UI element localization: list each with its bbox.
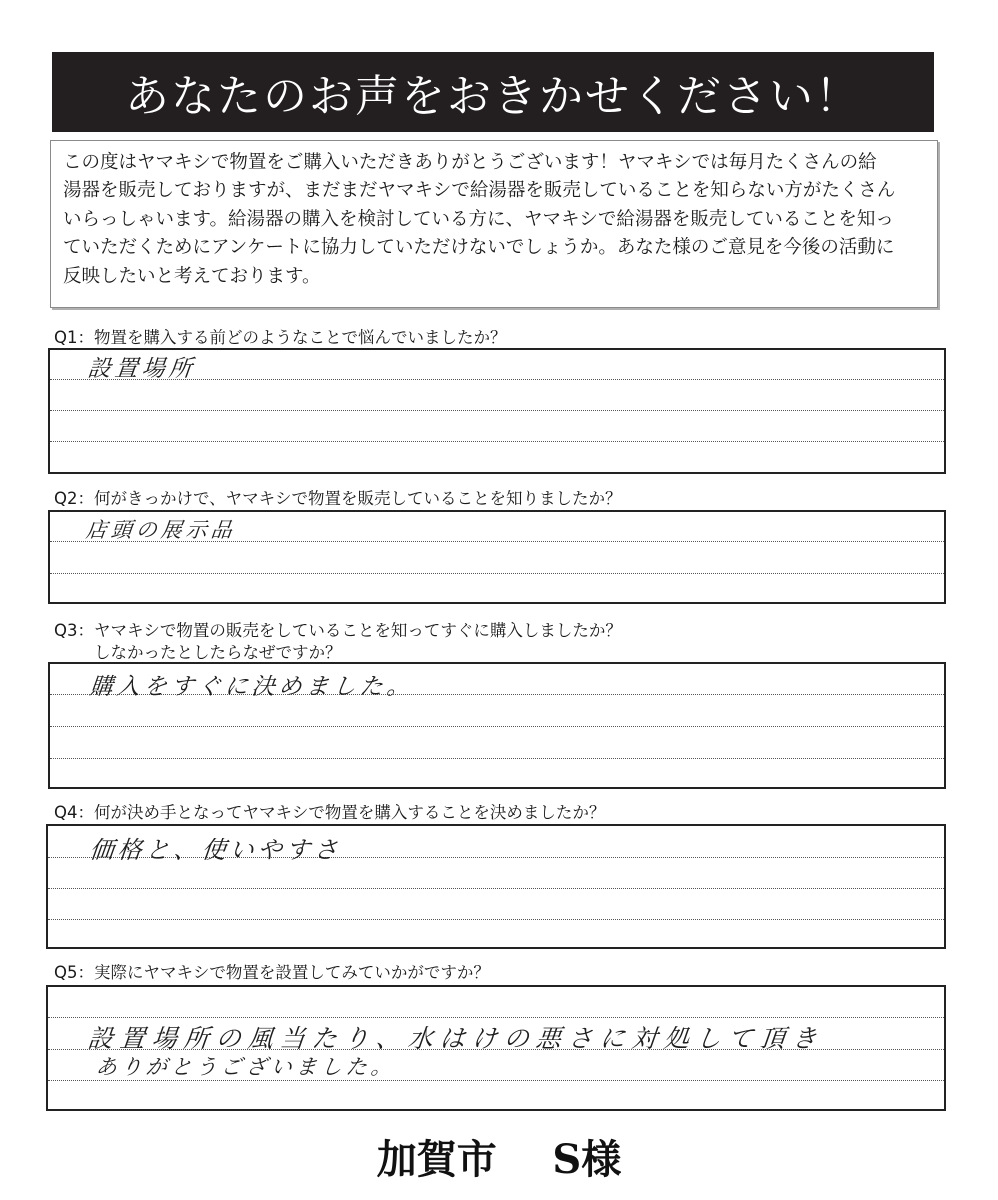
answer-rule (48, 1017, 944, 1018)
page-title: あなたのお声をおきかせください！ (125, 71, 861, 122)
intro-line: 湯器を販売しておりますが、まだまだヤマキシで給湯器を販売していることを知らない方がたくさん (63, 180, 896, 202)
question-2-label (54, 488, 622, 510)
question-line: Q5：実際にヤマキシで物置を設置してみていかがですか？ (54, 963, 490, 982)
intro-line: いらっしゃいます。給湯器の購入を検討している方に、ヤマキシで給湯器を販売していることを知っ (63, 208, 894, 230)
question-5-label (54, 962, 490, 984)
answer-rule (50, 758, 944, 759)
answer-2-box (48, 510, 946, 604)
question-1-label (54, 327, 507, 349)
question-line: Q1：物置を購入する前どのようなことで悩んでいましたか？ (54, 328, 507, 347)
answer-1-box (48, 348, 946, 474)
answer-5-box (46, 985, 946, 1111)
answer-2-handwriting: 店頭の展示品 (84, 518, 238, 542)
answer-3-box (48, 662, 946, 789)
answer-rule (50, 726, 944, 727)
answer-rule (50, 573, 944, 574)
answer-5-handwriting-line-2: ありがとうございました。 (94, 1055, 398, 1079)
question-line: Q4：何が決め手となってヤマキシで物置を購入することを決めましたか？ (54, 803, 606, 822)
answer-rule (48, 919, 944, 920)
answer-4-box (46, 824, 946, 949)
answer-4-handwriting: 価格と、使いやすさ (88, 836, 344, 864)
answer-rule (50, 410, 944, 411)
question-line: Q3：ヤマキシで物置の販売をしていることを知ってすぐに購入しましたか？ (54, 621, 622, 640)
customer-credit (0, 1128, 998, 1185)
question-line: しなかったとしたらなぜですか？ (94, 643, 342, 662)
question-3-label (54, 620, 622, 664)
intro-line: この度はヤマキシで物置をご購入いただきありがとうございます！ヤマキシでは毎月たくさんの給 (63, 152, 877, 173)
answer-3-handwriting: 購入をすぐに決めました。 (88, 674, 416, 700)
customer-city: 加賀市 (376, 1136, 497, 1183)
question-4-label (54, 802, 605, 824)
answer-rule (50, 441, 944, 442)
title-banner (52, 52, 934, 132)
intro-box (50, 140, 938, 308)
answer-1-handwriting: 設置場所 (86, 356, 198, 382)
intro-line: ていただくためにアンケートに協力していただけないでしょうか。あなた様のご意見を今後の活動に (63, 237, 895, 259)
intro-line: 反映したいと考えております。 (63, 265, 321, 287)
answer-5-handwriting-line-1: 設置場所の風当たり、水はけの悪さに対処して頂き (86, 1024, 826, 1053)
customer-name: S様 (552, 1136, 622, 1183)
question-line: Q2：何がきっかけで、ヤマキシで物置を販売していることを知りましたか？ (54, 489, 622, 508)
answer-rule (48, 888, 944, 889)
